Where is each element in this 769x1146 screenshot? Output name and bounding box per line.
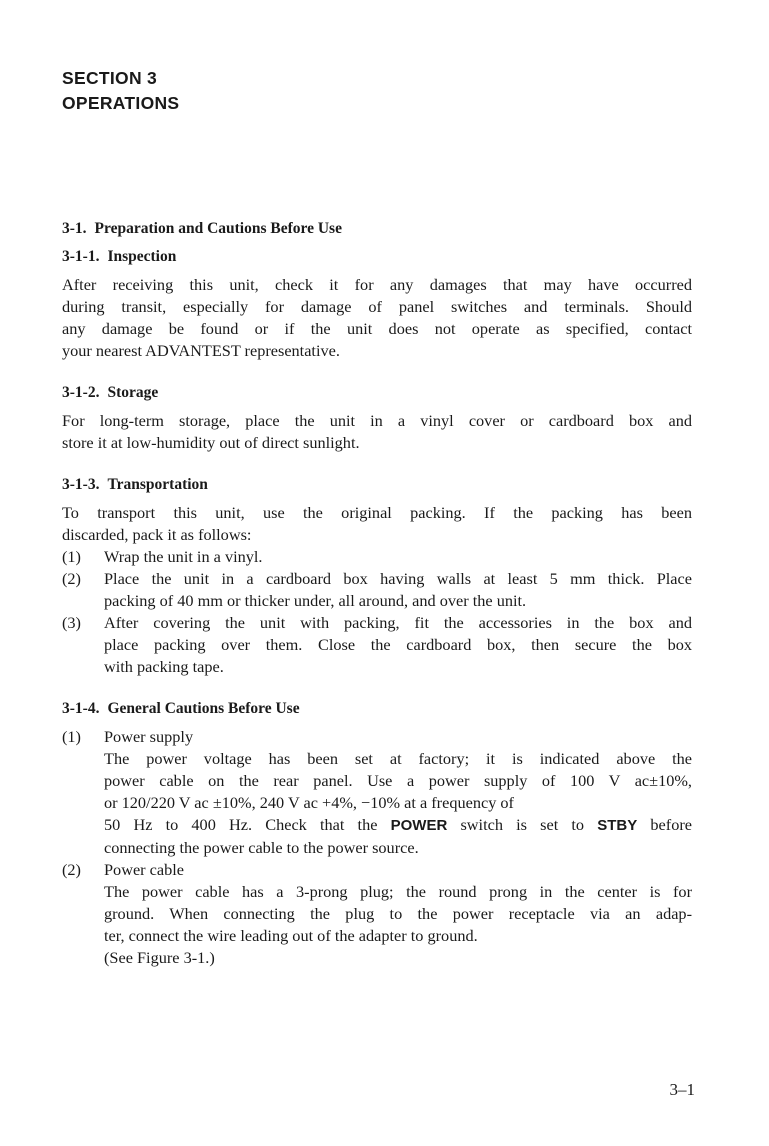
heading-3-1 [62,218,692,240]
text-fragment: 50 Hz to 400 Hz. Check that the [104,815,391,834]
heading-3-1-4 [62,698,692,720]
text-line: The power voltage has been set at factory; it is indicated above the [104,749,692,768]
text-line: To transport this unit, use the original packing. If the packing has been [62,503,692,522]
text-line: discarded, pack it as follows: [62,525,252,544]
item-number: (3) [62,613,81,632]
item-title: Power cable [104,860,185,879]
heading-title: Inspection [107,248,177,265]
heading-number: 3-1-2. [62,384,100,401]
item-number: (1) [62,547,81,566]
text-fragment: switch is set to [447,815,598,834]
text-line [104,814,692,837]
heading-title: Storage [107,384,159,401]
text-line: Wrap the unit in a vinyl. [104,547,263,566]
text-line: your nearest ADVANTEST representative. [62,341,340,360]
item-number: (2) [62,569,81,588]
text-line: ter, connect the wire leading out of the adapter to ground. [104,926,478,945]
text-line: (See Figure 3-1.) [104,948,215,967]
heading-title: Preparation and Cautions Before Use [94,220,342,237]
list-item [62,568,692,612]
text-line: store it at low-humidity out of direct sunlight. [62,433,360,452]
text-line: After covering the unit with packing, fit the accessories in the box and [104,613,692,632]
text-line: The power cable has a 3-prong plug; the round prong in the center is for [104,882,692,901]
text-line: ground. When connecting the plug to the power receptacle via an adap- [104,904,692,923]
text-line: After receiving this unit, check it for any damages that may have occurred [62,275,692,294]
text-line: with packing tape. [104,657,224,676]
list-item-power-supply [62,726,692,859]
heading-3-1-1 [62,246,692,268]
text-fragment: before [637,815,692,834]
paragraph-storage [62,410,692,454]
paragraph-inspection [62,274,692,362]
heading-number: 3-1-4. [62,700,100,717]
text-line: any damage be found or if the unit does not operate as specified, contact [62,319,692,338]
text-line: packing of 40 mm or thicker under, all around, and over the unit. [104,591,527,610]
list-item [62,612,692,678]
text-line: For long-term storage, place the unit in a vinyl cover or cardboard box and [62,411,692,430]
stby-label: STBY [597,817,638,834]
heading-number: 3-1-3. [62,476,100,493]
list-item-power-cable [62,859,692,969]
item-number: (1) [62,727,81,746]
heading-title: General Cautions Before Use [107,700,300,717]
text-line: Place the unit in a cardboard box having walls at least 5 mm thick. Place [104,569,692,588]
section-number: SECTION 3 [62,68,158,88]
text-line: connecting the power cable to the power source. [104,838,419,857]
item-title: Power supply [104,727,194,746]
text-line: during transit, especially for damage of panel switches and terminals. Should [62,297,692,316]
power-switch-label: POWER [390,817,448,834]
section-header [62,66,179,116]
list-item [62,546,692,568]
heading-number: 3-1. [62,220,87,237]
heading-3-1-2 [62,382,692,404]
heading-3-1-3 [62,474,692,496]
page-number: 3–1 [669,1080,695,1099]
item-number: (2) [62,860,81,879]
text-line: power cable on the rear panel. Use a power supply of 100 V ac±10%, [104,771,692,790]
text-line: or 120/220 V ac ±10%, 240 V ac +4%, −10% at a frequency of [104,793,514,812]
heading-number: 3-1-1. [62,248,100,265]
section-title: OPERATIONS [62,93,180,113]
text-line: place packing over them. Close the cardboard box, then secure the box [104,635,692,654]
paragraph-transportation [62,502,692,546]
heading-title: Transportation [107,476,208,493]
document-body [62,218,692,969]
